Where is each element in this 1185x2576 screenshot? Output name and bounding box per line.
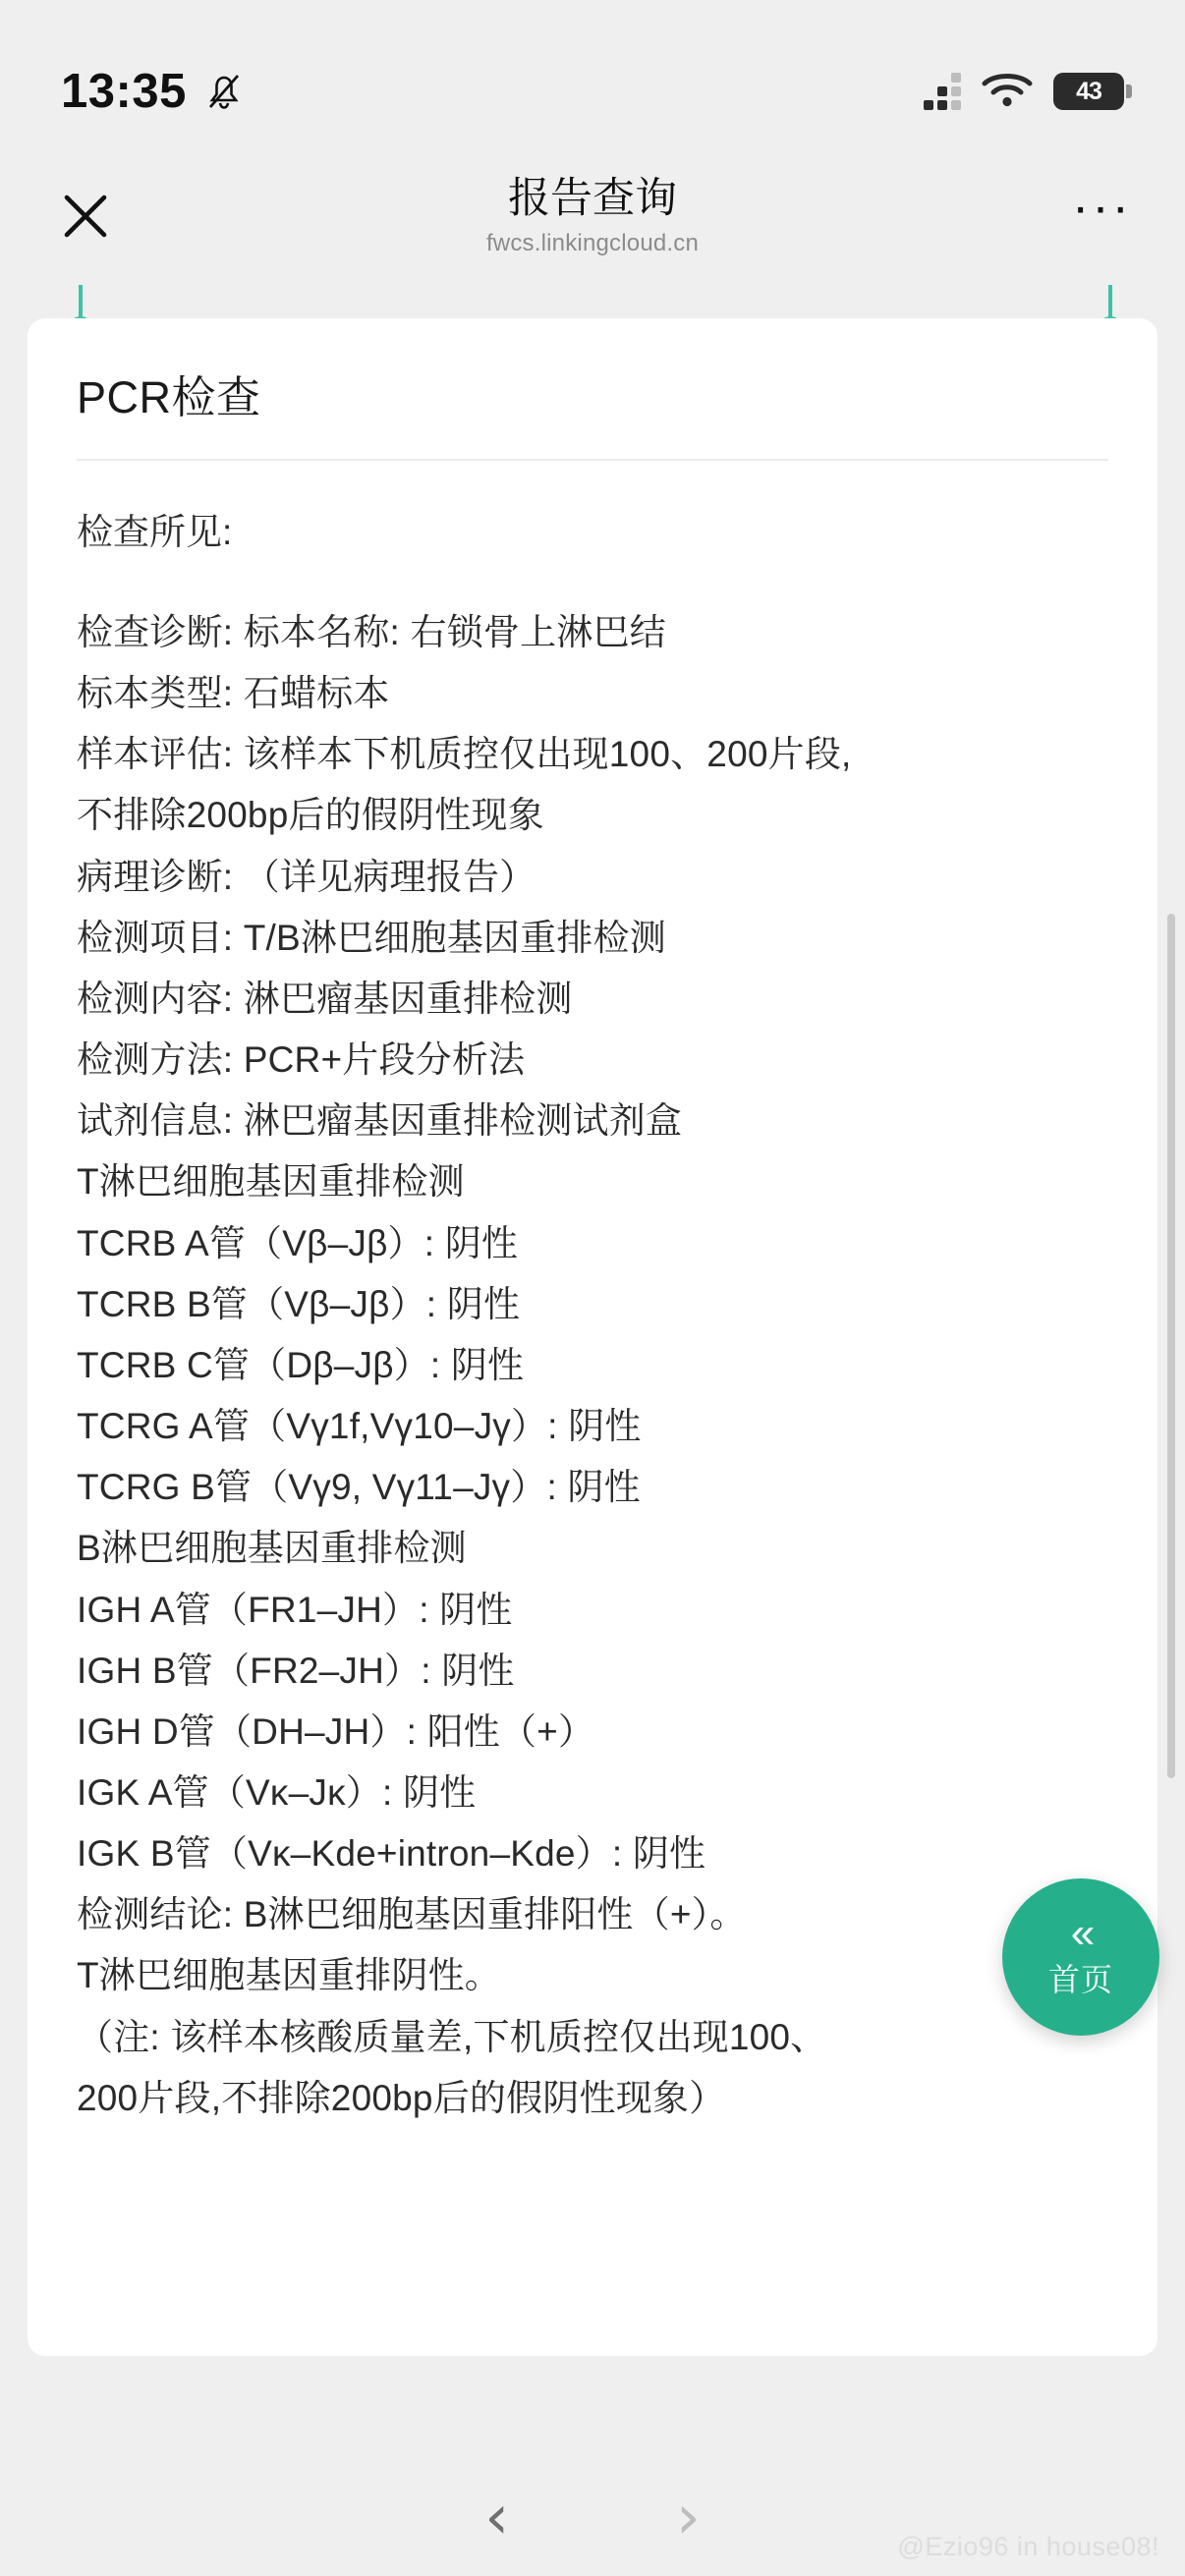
report-card xyxy=(28,318,1157,2356)
report-line: 检测方法: PCR+片段分析法 xyxy=(77,1039,526,1081)
status-time: 13:35 xyxy=(61,65,187,118)
report-line: 检测内容: 淋巴瘤基因重排检测 xyxy=(77,978,573,1019)
report-line: 检测结论: B淋巴细胞基因重排阳性（+）。 xyxy=(77,1894,747,1935)
page-title: 报告查询 xyxy=(508,175,677,223)
report-line: 样本评估: 该样本下机质控仅出现100、200片段, xyxy=(77,734,852,775)
report-line: TCRB A管（Vβ–Jβ）: 阴性 xyxy=(77,1222,519,1263)
page-url: fwcs.linkingcloud.cn xyxy=(485,229,700,256)
report-line: 试剂信息: 淋巴瘤基因重排检测试剂盒 xyxy=(77,1100,683,1142)
signal-dots-icon xyxy=(924,73,961,110)
wifi-icon xyxy=(981,70,1034,114)
chevron-left-double-icon: « xyxy=(1070,1909,1092,1957)
report-line: IGK B管（Vκ–Kde+intron–Kde）: 阴性 xyxy=(77,1833,706,1875)
report-body-text xyxy=(77,602,1108,2129)
forward-button[interactable]: › xyxy=(676,2481,701,2552)
report-line: TCRB B管（Vβ–Jβ）: 阴性 xyxy=(77,1283,521,1324)
report-line: 病理诊断: （详见病理报告） xyxy=(77,856,536,897)
status-bar xyxy=(0,0,1185,147)
battery-indicator xyxy=(1053,73,1124,110)
scrollbar-thumb[interactable] xyxy=(1167,914,1175,1778)
report-line: TCRG A管（Vγ1f,Vγ10–Jγ）: 阴性 xyxy=(77,1406,642,1447)
report-line: TCRG B管（Vγ9, Vγ11–Jγ）: 阴性 xyxy=(77,1467,641,1508)
report-line: 不排除200bp后的假阴性现象 xyxy=(77,795,544,836)
status-bar-right xyxy=(924,70,1124,114)
status-bar-left xyxy=(61,64,244,119)
home-floating-button[interactable] xyxy=(1002,1878,1159,2036)
report-line: 检查诊断: 标本名称: 右锁骨上淋巴结 xyxy=(77,612,666,652)
nav-title-block xyxy=(0,175,1185,256)
close-icon[interactable] xyxy=(53,184,118,249)
watermark-label: @Ezio96 in house08! xyxy=(897,2532,1159,2561)
report-line: IGH A管（FR1–JH）: 阴性 xyxy=(77,1589,513,1630)
report-section-label: 检查所见: xyxy=(77,512,233,552)
report-line: IGH D管（DH–JH）: 阳性（+） xyxy=(77,1710,595,1752)
back-button[interactable]: ‹ xyxy=(484,2481,509,2552)
report-line: 标本类型: 石蜡标本 xyxy=(77,673,390,714)
report-line: T淋巴细胞基因重排检测 xyxy=(77,1161,465,1203)
report-line: 检测项目: T/B淋巴细胞基因重排检测 xyxy=(77,917,666,958)
report-line: IGH B管（FR2–JH）: 阴性 xyxy=(77,1650,515,1691)
report-line: IGK A管（Vκ–Jκ）: 阴性 xyxy=(77,1771,477,1813)
report-line: 200片段,不排除200bp后的假阴性现象） xyxy=(77,2077,726,2118)
report-card-title: PCR检查 xyxy=(77,362,1108,461)
bottom-nav-bar xyxy=(0,2458,1185,2576)
report-line: TCRB C管（Dβ–Jβ）: 阴性 xyxy=(77,1344,525,1385)
report-line: T淋巴细胞基因重排阴性。 xyxy=(77,1955,502,1996)
page-body xyxy=(0,285,1185,2458)
battery-level-label: 43 xyxy=(1076,77,1101,105)
bell-slash-icon xyxy=(204,70,244,113)
nav-bar xyxy=(0,147,1185,285)
report-line: B淋巴细胞基因重排检测 xyxy=(77,1528,467,1569)
home-floating-button-label: 首页 xyxy=(1047,1962,1113,1997)
more-options-icon[interactable]: ··· xyxy=(1072,179,1132,236)
report-line: （注: 该样本核酸质量差,下机质控仅出现100、 xyxy=(77,2016,827,2057)
